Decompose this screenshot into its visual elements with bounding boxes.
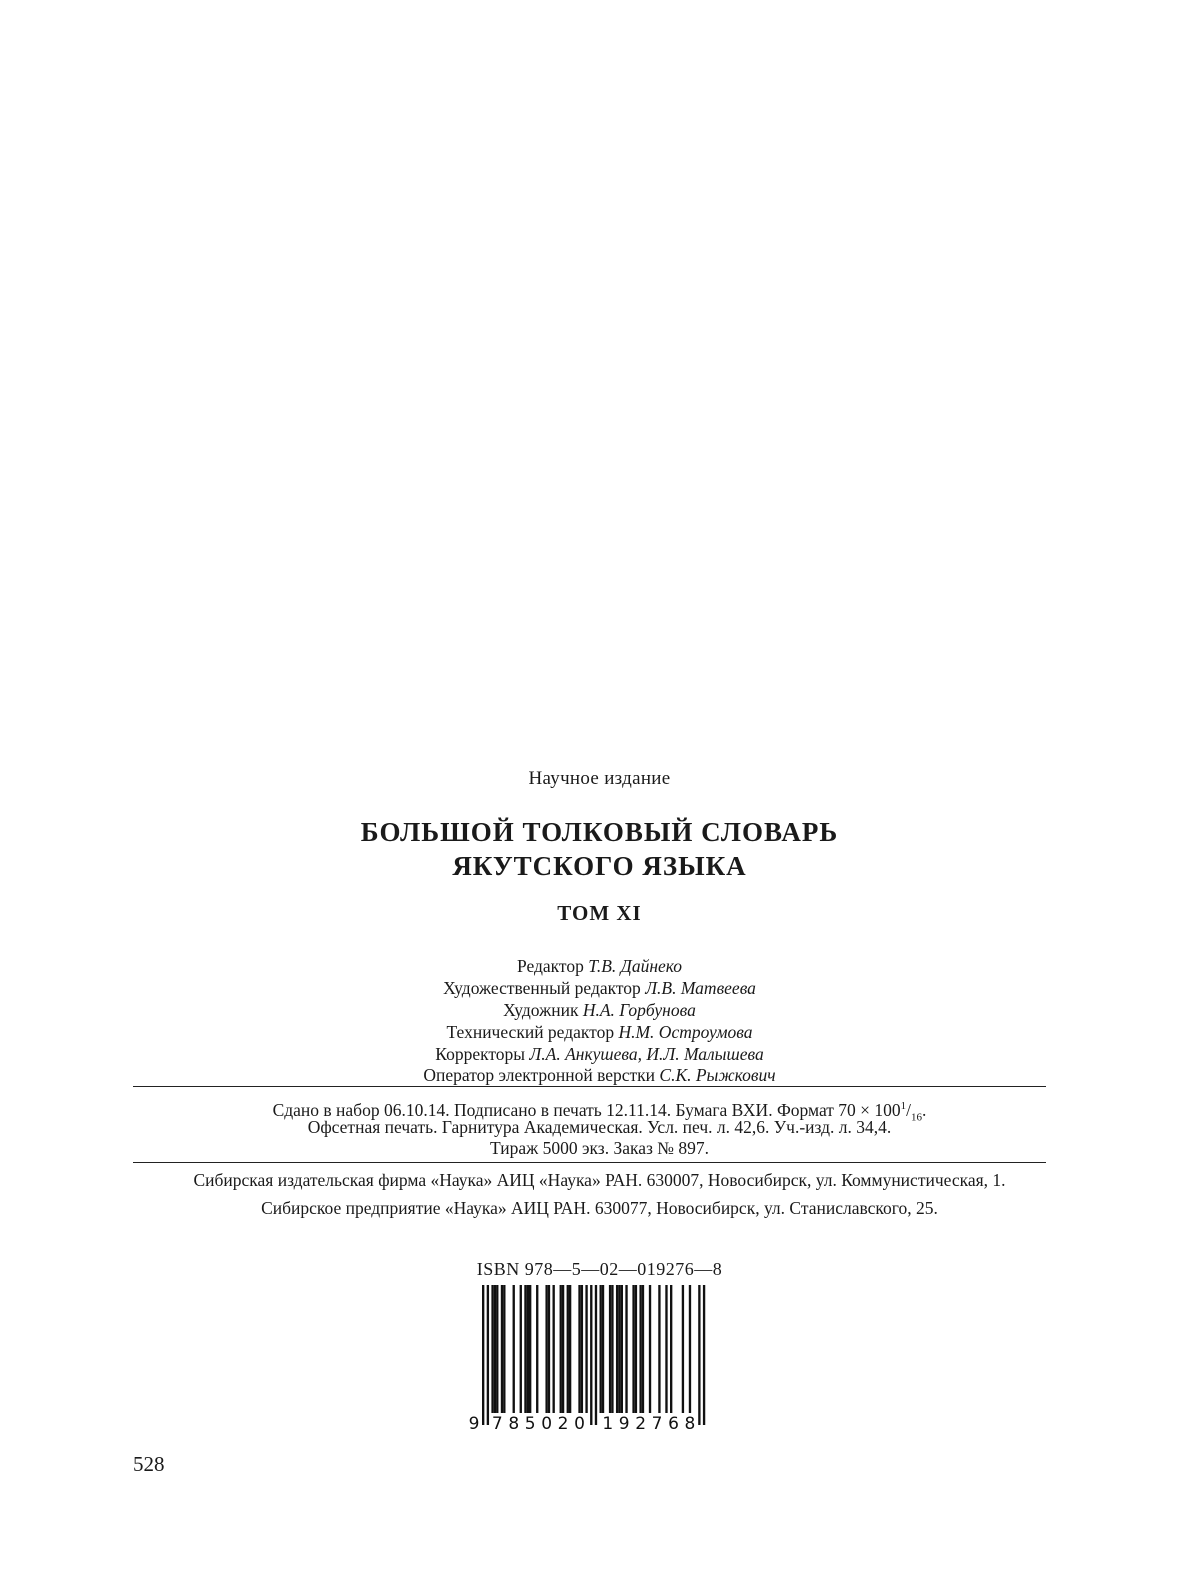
print-info-line-1: Сдано в набор 06.10.14. Подписано в печать 12.11.14. Бумага ВХИ. Формат $70 \times 100^1/_{16}$. [272,1099,927,1124]
barcode-bar [611,1285,613,1413]
barcode-bar [658,1285,660,1413]
barcode-digit: 9 [468,1414,480,1433]
barcode-bar [496,1285,498,1413]
staff-name: С.К. Рыжкович [659,1065,776,1085]
barcode-bar [665,1285,667,1413]
barcode-digit: 7 [491,1414,503,1433]
barcode-bar [569,1285,571,1413]
staff-role: Оператор электронной верстки [423,1065,656,1085]
barcode-digit: 8 [684,1414,696,1433]
page-number: 528 [133,1452,165,1476]
barcode-bar [625,1285,627,1413]
barcode [468,1283,706,1433]
isbn-label: ISBN 978—5—02—019276—8 [476,1259,723,1279]
barcode-digit: 7 [651,1414,663,1433]
barcode-digit: 6 [668,1414,679,1433]
barcode-bar [491,1285,493,1413]
barcode-bar [621,1285,623,1413]
barcode-bar [548,1285,550,1413]
barcode-digit: 0 [574,1414,585,1433]
divider-rule [133,1162,1046,1163]
series-label: Научное издание [528,768,671,789]
staff-role: Художественный редактор [443,978,641,998]
staff-role: Технический редактор [446,1022,615,1042]
barcode-bar [536,1285,538,1413]
barcode-bar [585,1285,587,1413]
staff-name: Т.В. Дайнеко [588,956,683,976]
barcode-bar [494,1285,496,1413]
barcode-bar [520,1285,522,1413]
volume-label: ТОМ XI [557,901,642,925]
barcode-bar [642,1285,644,1413]
publisher-line: Сибирское предприятие «Наука» АИЦ РАН. 630077, Новосибирск, ул. Станиславского, 25. [261,1198,938,1218]
barcode-bar [503,1285,505,1413]
staff-row [0,999,1199,1021]
barcode-digit: 5 [524,1414,536,1433]
divider-rule [133,1086,1046,1087]
barcode-bar [524,1285,526,1413]
barcode-bar [501,1285,503,1413]
barcode-bar [482,1285,484,1425]
staff-name: Л.А. Анкушева, И.Л. Малышева [529,1044,764,1064]
format-sup: 1 [900,1100,907,1112]
staff-row [0,1064,1199,1086]
barcode-bar [639,1285,641,1413]
barcode-digits [469,1414,696,1433]
barcode-bar [632,1285,634,1413]
staff-role: Редактор [516,956,584,976]
staff-row [0,1021,1199,1043]
barcode-digit: 0 [541,1414,553,1433]
barcode-bar [562,1285,564,1413]
staff-role: Корректоры [435,1044,526,1064]
barcode-bar [487,1285,489,1425]
barcode-bar [689,1285,691,1413]
staff-name: Н.М. Остроумова [618,1022,753,1042]
barcode-bar [527,1285,529,1413]
barcode-bar [618,1285,620,1413]
format-sub: 16 [911,1111,923,1124]
barcode-digit: 9 [618,1414,630,1433]
barcode-bar [703,1285,705,1425]
barcode-bar [590,1285,592,1425]
barcode-bar [616,1285,618,1413]
barcode-digit: 2 [635,1414,647,1433]
barcode-digit: 1 [602,1414,614,1433]
barcode-digit: 8 [508,1414,520,1433]
barcode-bar [513,1285,515,1413]
barcode-bar [560,1285,562,1413]
barcode-bar [609,1285,611,1413]
staff-name: Н.А. Горбунова [582,1000,696,1020]
barcode-bar [578,1285,580,1413]
barcode-bar [670,1285,672,1413]
print-info-text: Сдано в набор 06.10.14. Подписано в печать 12.11.14. Бумага ВХИ. Формат 70 × 100 [272,1099,901,1120]
barcode-bar [567,1285,569,1413]
barcode-bar [529,1285,531,1413]
book-title-line-2: ЯКУТСКОГО ЯЗЫКА [452,851,747,881]
barcode-bar [553,1285,555,1413]
staff-row [0,955,1199,977]
barcode-bar [545,1285,547,1413]
barcode-bar [600,1285,602,1413]
barcode-bar [649,1285,651,1413]
barcode-bar [698,1285,700,1425]
staff-row [0,1043,1199,1065]
staff-name: Л.В. Матвеева [645,978,756,998]
barcode-bar [595,1285,597,1425]
book-title-line-1: БОЛЬШОЙ ТОЛКОВЫЙ СЛОВАРЬ [360,817,839,847]
print-info-end: . [922,1099,927,1120]
print-info-line-3: Тираж 5000 экз. Заказ № 897. [490,1138,709,1158]
barcode-bar [581,1285,583,1413]
print-info-line-2: Офсетная печать. Гарнитура Академическая. Усл. печ. л. 42,6. Уч.-изд. л. 34,4. [307,1117,892,1137]
barcode-bar [635,1285,637,1413]
barcode-digit: 2 [557,1414,569,1433]
barcode-bars [482,1285,705,1425]
barcode-bar [682,1285,684,1413]
publisher-line: Сибирская издательская фирма «Наука» АИЦ «Наука» РАН. 630007, Новосибирск, ул. Коммунистическая, 1. [193,1170,1006,1190]
staff-row [0,977,1199,999]
barcode-bar [602,1285,604,1413]
staff-role: Художник [503,1000,579,1020]
